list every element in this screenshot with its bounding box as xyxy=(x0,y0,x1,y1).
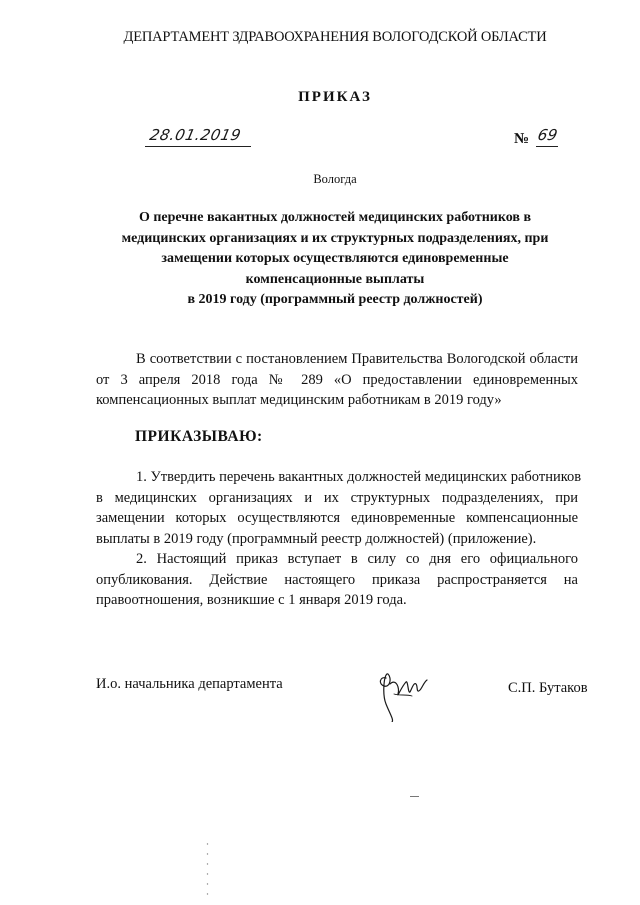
signer-position: И.о. начальника департамента xyxy=(96,676,283,692)
item-line: 1. Утвердить перечень вакантных должностей медицинских работников xyxy=(136,469,582,485)
document-type-title: ПРИКАЗ xyxy=(298,89,372,105)
item-line: в медицинских организациях и их структурных подразделениях, при xyxy=(96,489,578,506)
preamble-line: от 3 апреля 2018 года № 289 «О предоставлении единовременных xyxy=(96,371,578,388)
item-line: опубликования. Действие настоящего приказа распространяется на xyxy=(96,571,578,588)
title-line: медицинских организациях и их структурных подразделениях, при xyxy=(121,230,549,246)
department-header: ДЕПАРТАМЕНТ ЗДРАВООХРАНЕНИЯ ВОЛОГОДСКОЙ ОБЛАСТИ xyxy=(123,29,547,45)
preamble-paragraph xyxy=(96,349,578,411)
city-name: Вологда xyxy=(313,172,357,186)
handwritten-date: 28.01.2019 xyxy=(148,126,243,144)
item-line: замещении которых осуществляются единовременные компенсационные xyxy=(96,510,578,526)
title-line: компенсационные выплаты xyxy=(245,271,425,287)
preamble-line: компенсационных выплат медицинским работникам в 2019 году» xyxy=(96,392,502,408)
order-number-label: № xyxy=(514,131,530,147)
scan-artifact xyxy=(410,796,419,797)
item-line: выплаты в 2019 году (программный реестр должностей) (приложение). xyxy=(96,530,537,547)
order-directive-word: ПРИКАЗЫВАЮ: xyxy=(135,428,263,445)
title-line: замещении которых осуществляются единовременные xyxy=(161,251,509,266)
order-items xyxy=(96,467,582,611)
signer-name: С.П. Бутаков xyxy=(508,680,588,696)
preamble-line: В соответствии с постановлением Правительства Вологодской области xyxy=(136,351,578,367)
order-subject-title xyxy=(105,208,565,311)
scan-dots xyxy=(206,840,209,900)
item-line: правоотношения, возникшие с 1 января 2019 года. xyxy=(96,592,407,608)
title-line: в 2019 году (программный реестр должностей) xyxy=(187,292,483,307)
item-line: 2. Настоящий приказ вступает в силу со дня его официального xyxy=(136,551,578,567)
title-line: О перечне вакантных должностей медицинских работников в xyxy=(138,210,532,225)
handwritten-order-number: 69 xyxy=(536,126,560,144)
handwritten-signature xyxy=(372,664,432,722)
